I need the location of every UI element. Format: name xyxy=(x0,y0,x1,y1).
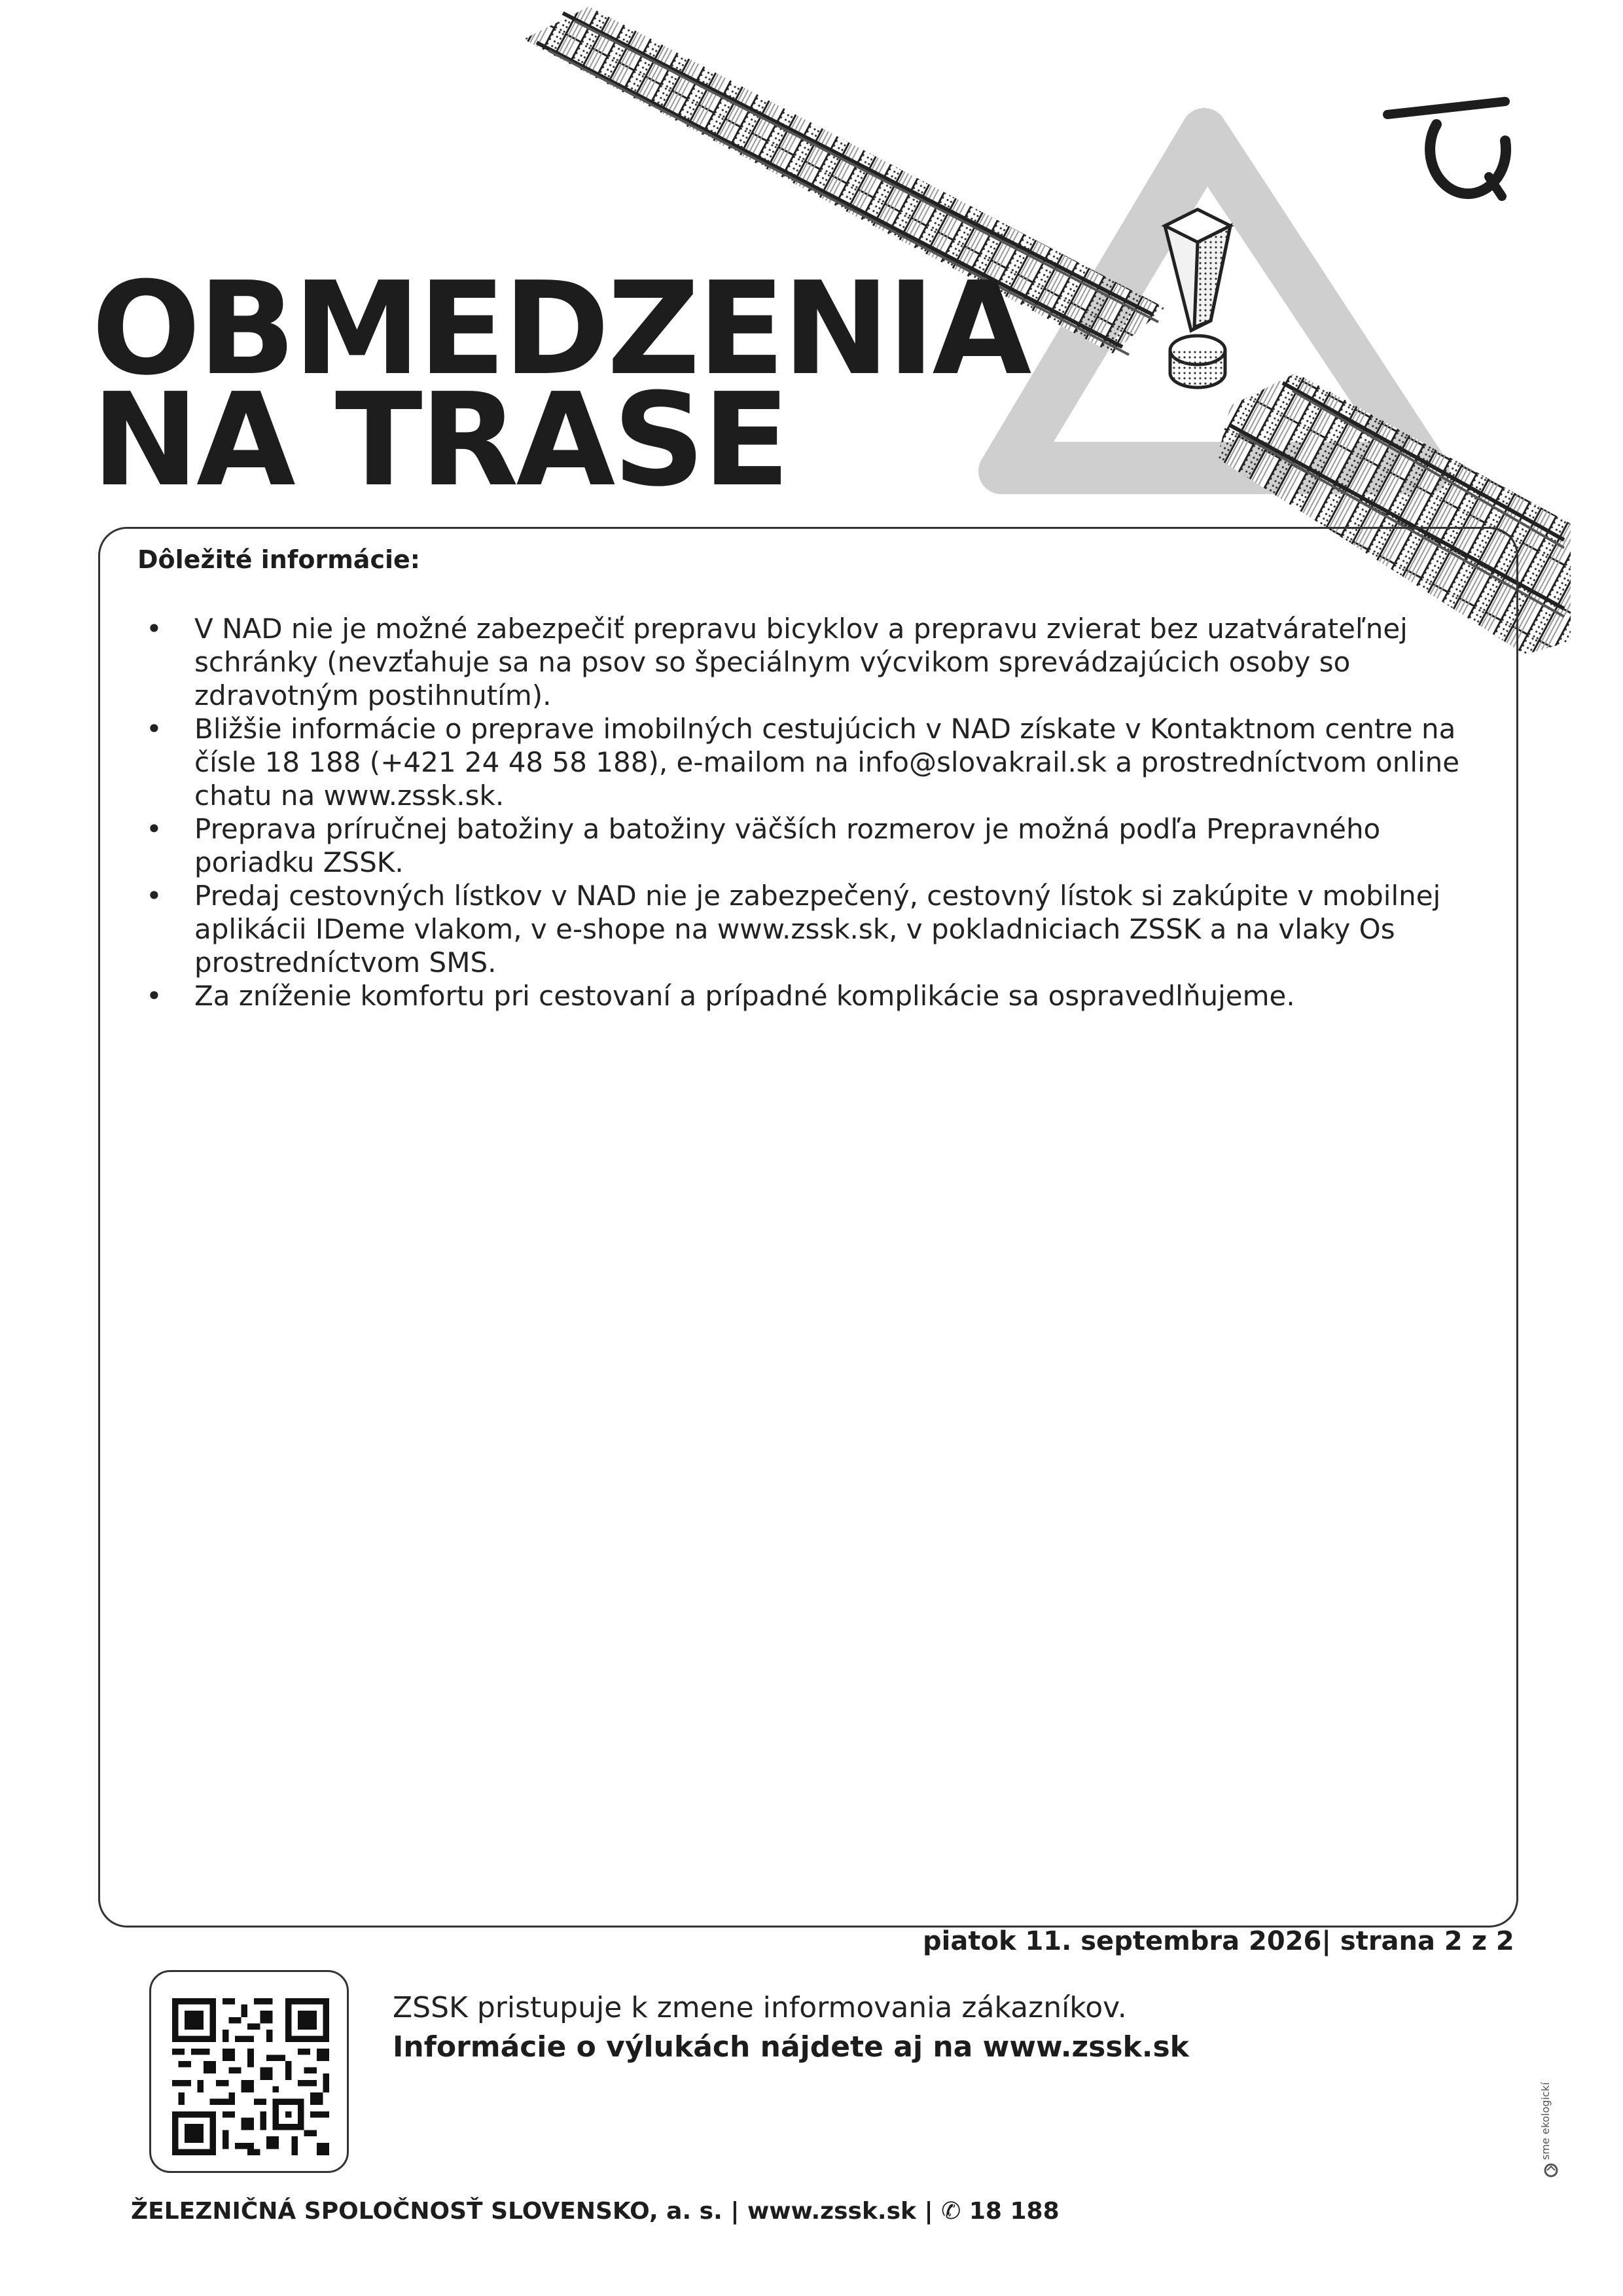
date-page-line: piatok 11. septembra 2026| strana 2 z 2 xyxy=(923,1926,1514,1956)
list-item-text: Bližšie informácie o preprave imobilných cestujúcich v NAD získate v Kontaktnom centre na čísle 18 188 (+421 24 48 58 188), e-mailom na info@slovakrail.sk a prostredníctvom online chatu na www.zssk.sk. xyxy=(194,713,1460,812)
list-item-text: Predaj cestovných lístkov v NAD nie je zabezpečený, cestovný lístok si zakúpite v mobilnej aplikácii IDeme vlakom, v e-shope na www.zssk.sk, v pokladniciach ZSSK a na vlaky Os prostredníctvom SMS. xyxy=(194,880,1441,978)
list-item-text: V NAD nie je možné zabezpečiť prepravu bicyklov a prepravu zvierat bez uzatvárateľnej schránky (nevzťahuje sa na psov so špeciálnym výcvikom sprevádzajúcich osoby so zdravotným postihnutím). xyxy=(194,613,1408,711)
list-item xyxy=(141,879,1476,979)
qr-code-icon[interactable] xyxy=(172,1998,329,2155)
list-item-text: Preprava príručnej batožiny a batožiny väčších rozmerov je možná podľa Prepravného poriadku ZSSK. xyxy=(194,813,1381,878)
page-title-line-1: OBMEDZENIA xyxy=(92,255,1029,404)
bullet-icon: • xyxy=(146,613,162,645)
bullet-icon: • xyxy=(146,713,162,745)
bullet-icon: • xyxy=(146,980,162,1012)
eco-label: sme ekologickí xyxy=(1539,2082,1552,2160)
list-item xyxy=(141,812,1476,879)
bullet-icon: • xyxy=(146,813,162,845)
footer-company-line: ŽELEZNIČNÁ SPOLOČNOSŤ SLOVENSKO, a. s. | www.zssk.sk | ✆ 18 188 xyxy=(131,2198,1060,2225)
info-list xyxy=(141,612,1476,1013)
list-item-text: Za zníženie komfortu pri cestovaní a prípadné komplikácie sa ospravedlňujeme. xyxy=(194,980,1295,1012)
notice-website-text[interactable]: Informácie o výlukách nájdete aj na www.zssk.sk xyxy=(393,2030,1189,2064)
bullet-icon: • xyxy=(146,880,162,912)
notice-text: ZSSK pristupuje k zmene informovania zákazníkov. xyxy=(393,1991,1127,2024)
list-item xyxy=(141,712,1476,812)
list-item xyxy=(141,612,1476,712)
zssk-logo-icon xyxy=(1387,101,1506,196)
info-heading: Dôležité informácie: xyxy=(137,545,420,574)
qr-frame xyxy=(149,1970,349,2173)
list-item xyxy=(141,979,1476,1013)
page-title-line-2: NA TRASE xyxy=(92,366,788,515)
